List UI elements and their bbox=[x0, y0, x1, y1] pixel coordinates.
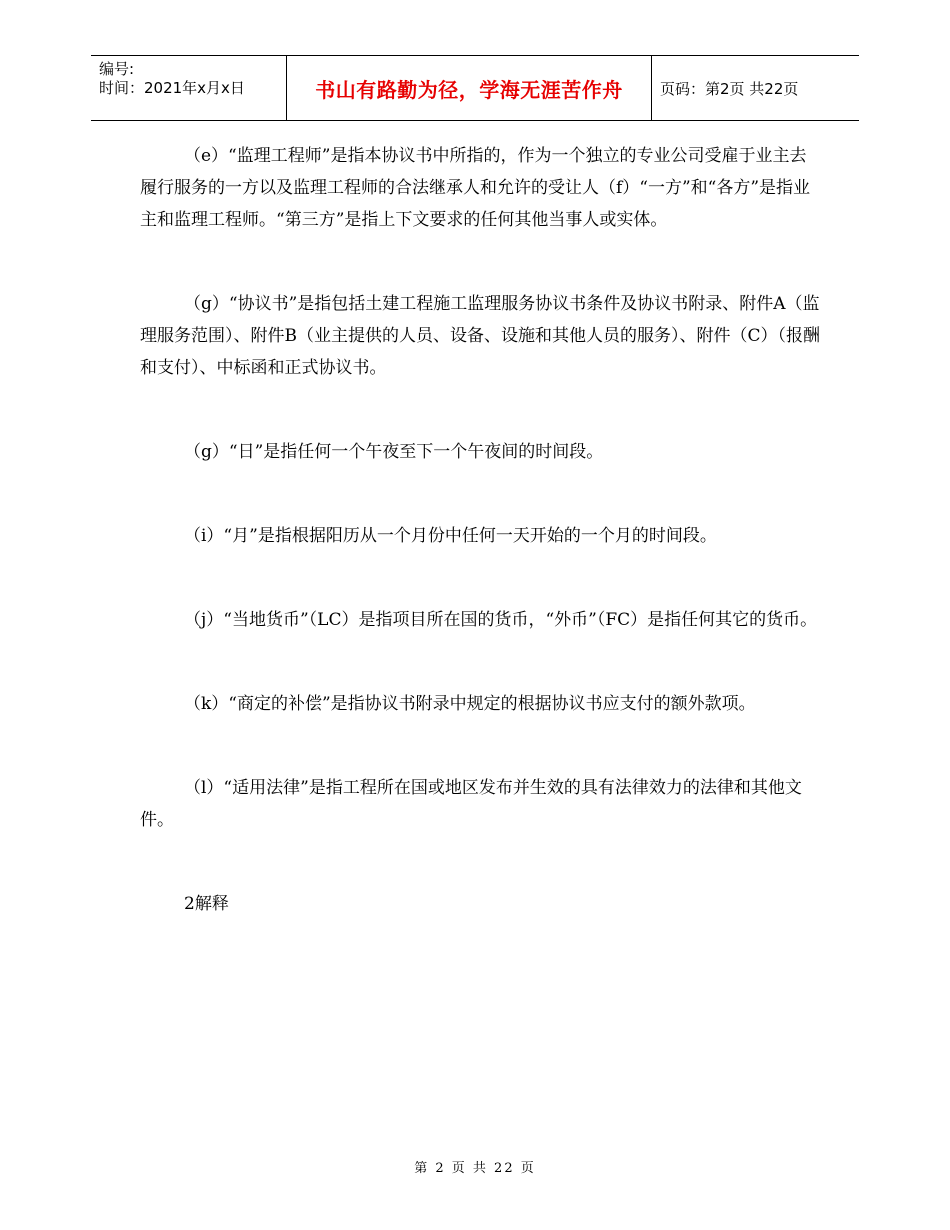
header-page-info: 页码：第2页 共22页 bbox=[660, 79, 799, 98]
paragraph-g-day: （g）“日”是指任何一个午夜至下一个午夜间的时间段。 bbox=[184, 442, 604, 462]
paragraph-l-law: （l）“适用法律”是指工程所在国或地区发布并生效的具有法律效力的法律和其他文件。 bbox=[140, 778, 802, 830]
document-time: 时间：2021年x月x日 bbox=[99, 79, 245, 97]
paragraph-i-month: （i）“月”是指根据阳历从一个月份中任何一天开始的一个月的时间段。 bbox=[184, 526, 717, 546]
paragraph-j-currency: （j）“当地货币”（LC）是指项目所在国的货币，“外币”（FC）是指任何其它的货币。 bbox=[184, 610, 818, 630]
page-footer: 第 2 页 共 22 页 bbox=[414, 1161, 536, 1176]
paragraph-g-agreement: （g）“协议书”是指包括土建工程施工监理服务协议书条件及协议书附录、附件A（监理服务范围）、附件B（业主提供的人员、设备、设施和其他人员的服务）、附件（C）（报酬和支付）、中标函和正式协议书。 bbox=[140, 294, 820, 378]
section-heading-interpretation: 2解释 bbox=[184, 894, 229, 914]
document-body bbox=[140, 140, 820, 920]
header-left bbox=[91, 56, 286, 120]
page-header bbox=[91, 55, 859, 121]
paragraph-k-compensation: （k）“商定的补偿”是指协议书附录中规定的根据协议书应支付的额外款项。 bbox=[184, 694, 756, 714]
paragraph-e-f: （e）“监理工程师”是指本协议书中所指的，作为一个独立的专业公司受雇于业主去履行服务的一方以及监理工程师的合法继承人和允许的受让人（f）“一方”和“各方”是指业主和监理工程师。“第三方”是指上下文要求的任何其他当事人或实体。 bbox=[140, 146, 811, 230]
document-number-label: 编号: bbox=[99, 60, 135, 78]
header-motto: 书山有路勤为径，学海无涯苦作舟 bbox=[286, 56, 652, 120]
